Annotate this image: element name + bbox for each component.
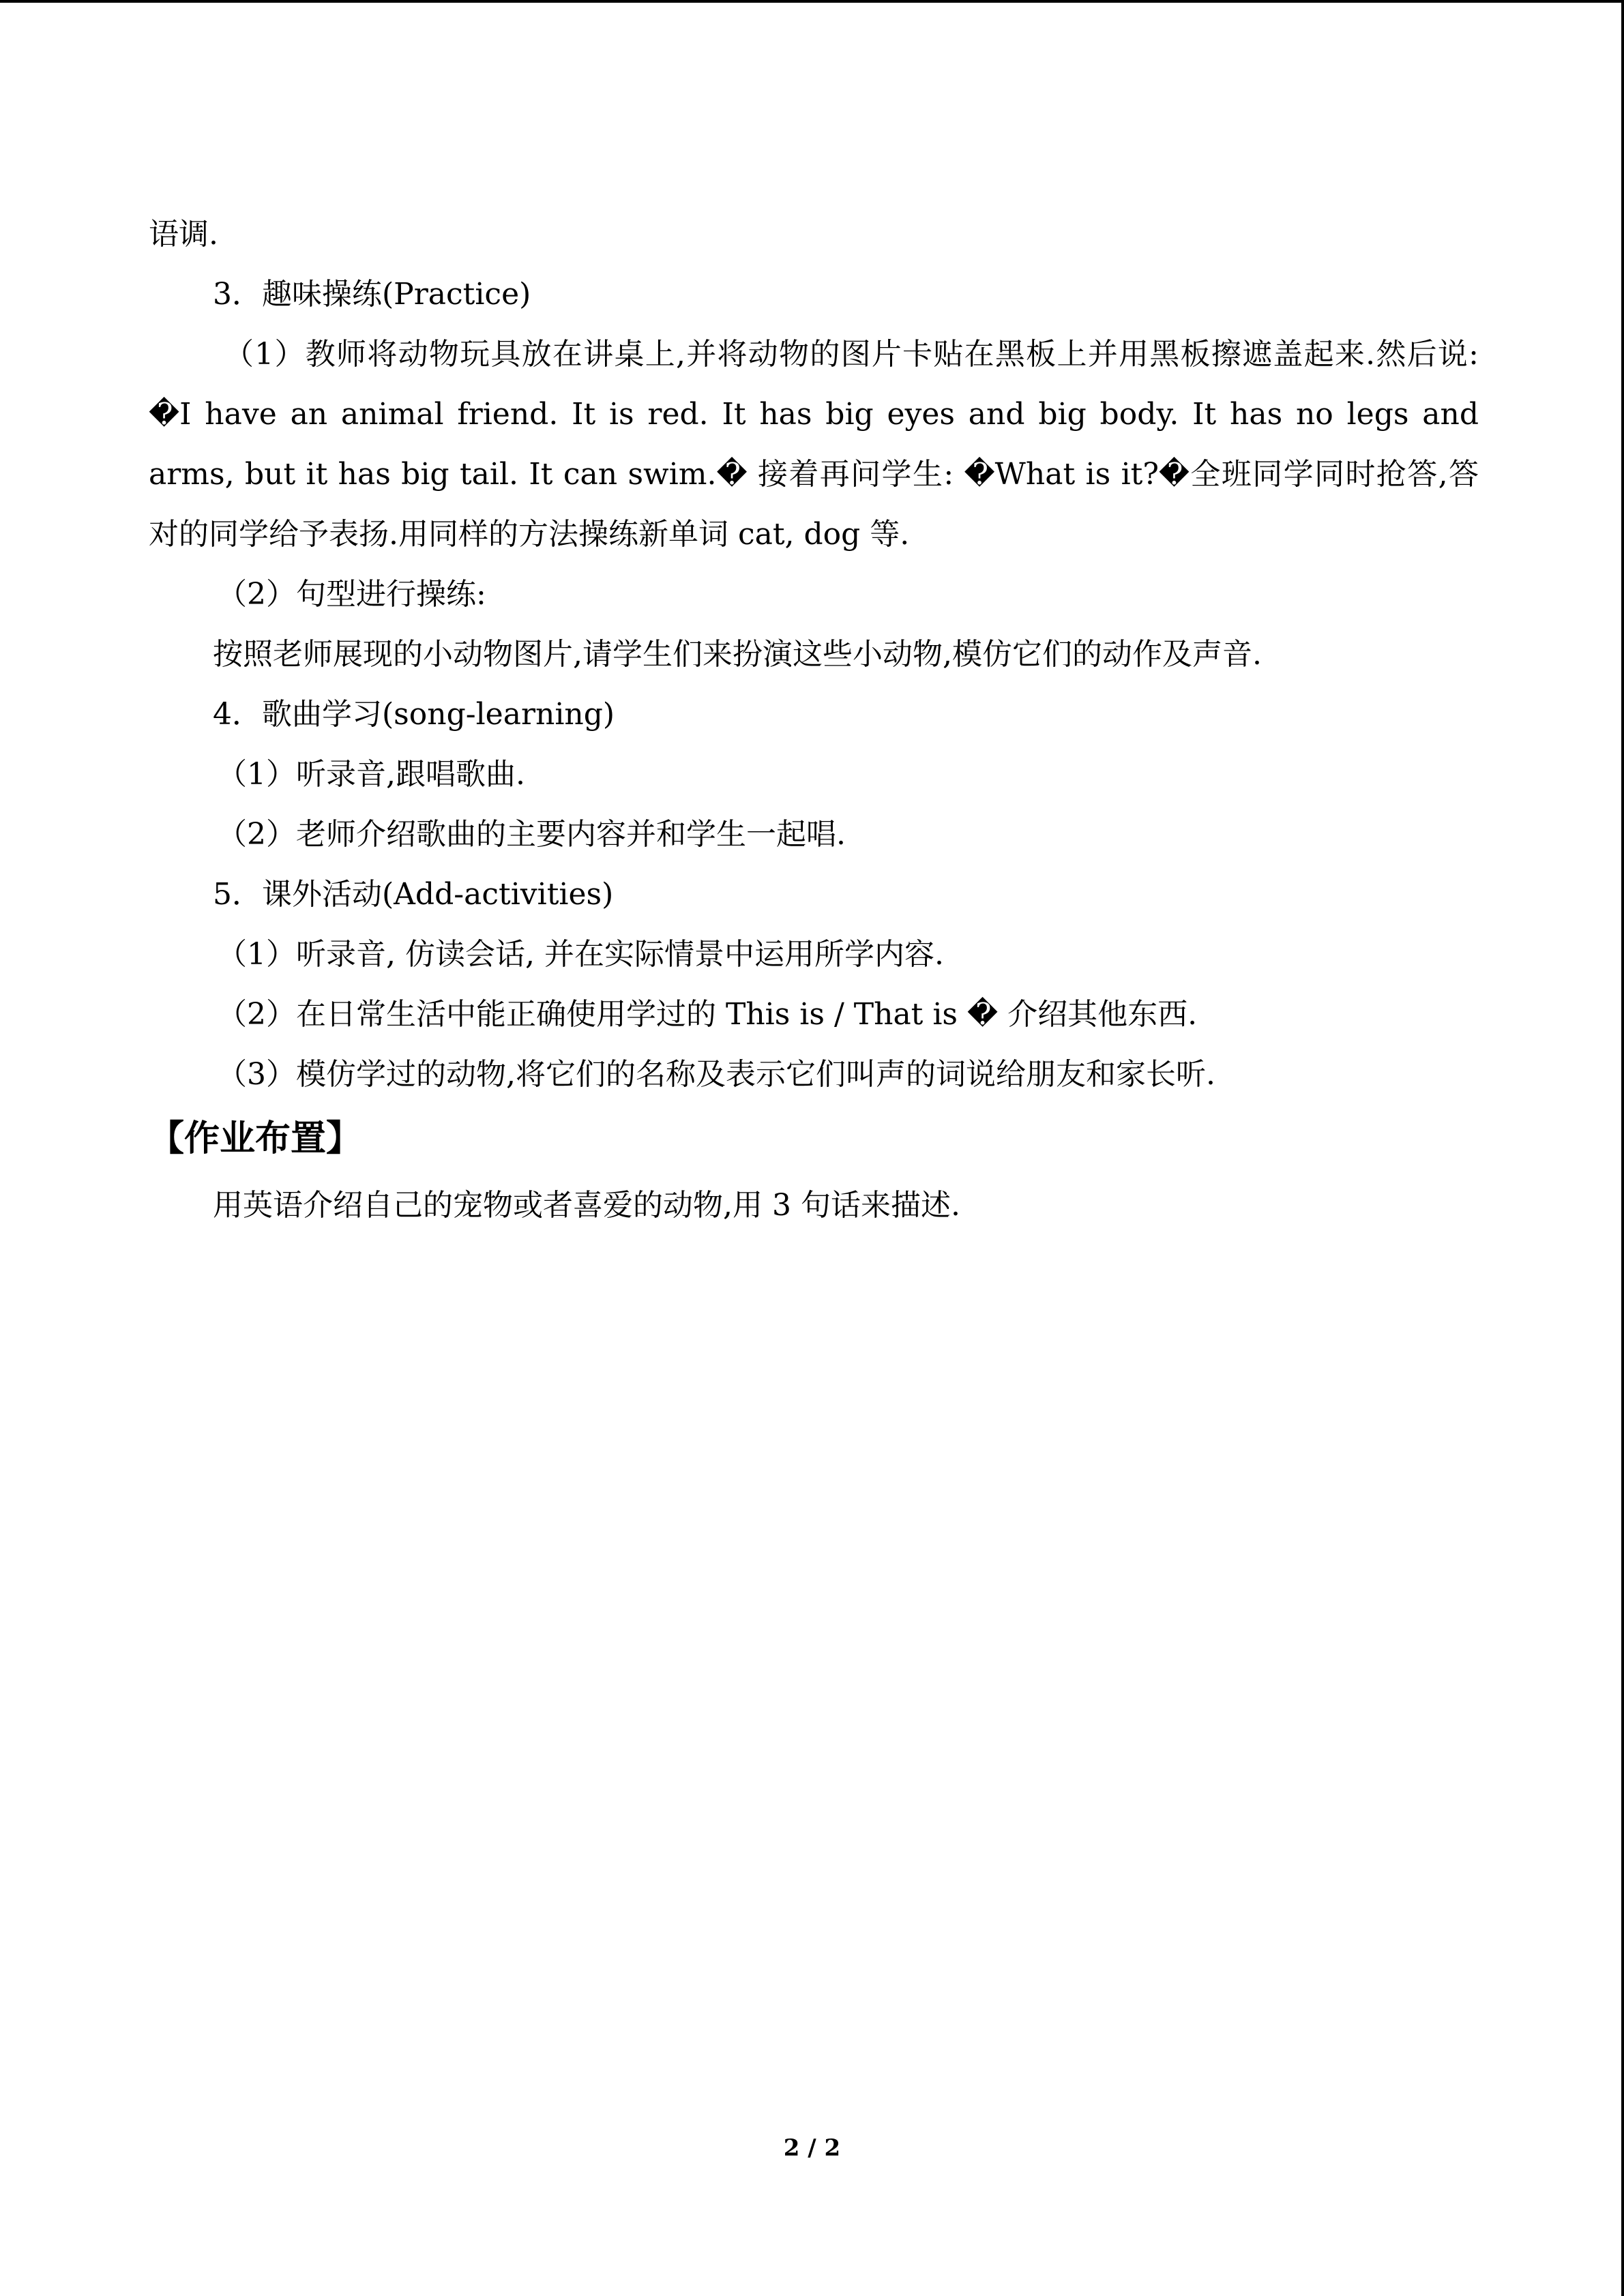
activity-item-1: （1）听录音, 仿读会话, 并在实际情景中运用所学内容. [217, 937, 944, 972]
practice-item-2-text: 按照老师展现的小动物图片,请学生们来扮演这些小动物,模仿它们的动作及声音. [213, 637, 1262, 672]
homework-heading: 【作业布置】 [149, 1118, 362, 1159]
practice-paragraph-1: （1）教师将动物玩具放在讲桌上,并将动物的图片卡贴在黑板上并用黑板擦遮盖起来.然后说: �I have an animal friend. It is red. It has big eyes and big body. It has no legs and arms, but it has big tail. It can swim.� 接着再问学生: �What is it?�全班同学同时抢答,答对的同学给予表扬.用同样的方法操练新单词 cat, dog 等. [149, 337, 1479, 552]
section-heading-practice: 3．趣味操练(Practice) [213, 277, 531, 312]
page-number: 2 / 2 [783, 2134, 841, 2162]
section-heading-activities: 5．课外活动(Add-activities) [213, 877, 614, 912]
song-item-2: （2）老师介绍歌曲的主要内容并和学生一起唱. [217, 817, 846, 852]
activity-item-2: （2）在日常生活中能正确使用学过的 This is / That is � 介绍其他东西. [217, 997, 1198, 1032]
document-body [149, 205, 1479, 1236]
page-top-border [0, 0, 1624, 3]
text-line-tone: 语调. [149, 217, 218, 252]
page-right-border [1621, 0, 1624, 2296]
song-item-1: （1）听录音,跟唱歌曲. [217, 757, 525, 792]
section-heading-song: 4．歌曲学习(song-learning) [213, 697, 615, 732]
practice-item-2: （2）句型进行操练: [217, 577, 486, 612]
homework-text: 用英语介绍自己的宠物或者喜爱的动物,用 3 句话来描述. [213, 1188, 960, 1223]
activity-item-3: （3）模仿学过的动物,将它们的名称及表示它们叫声的词说给朋友和家长听. [217, 1057, 1215, 1092]
